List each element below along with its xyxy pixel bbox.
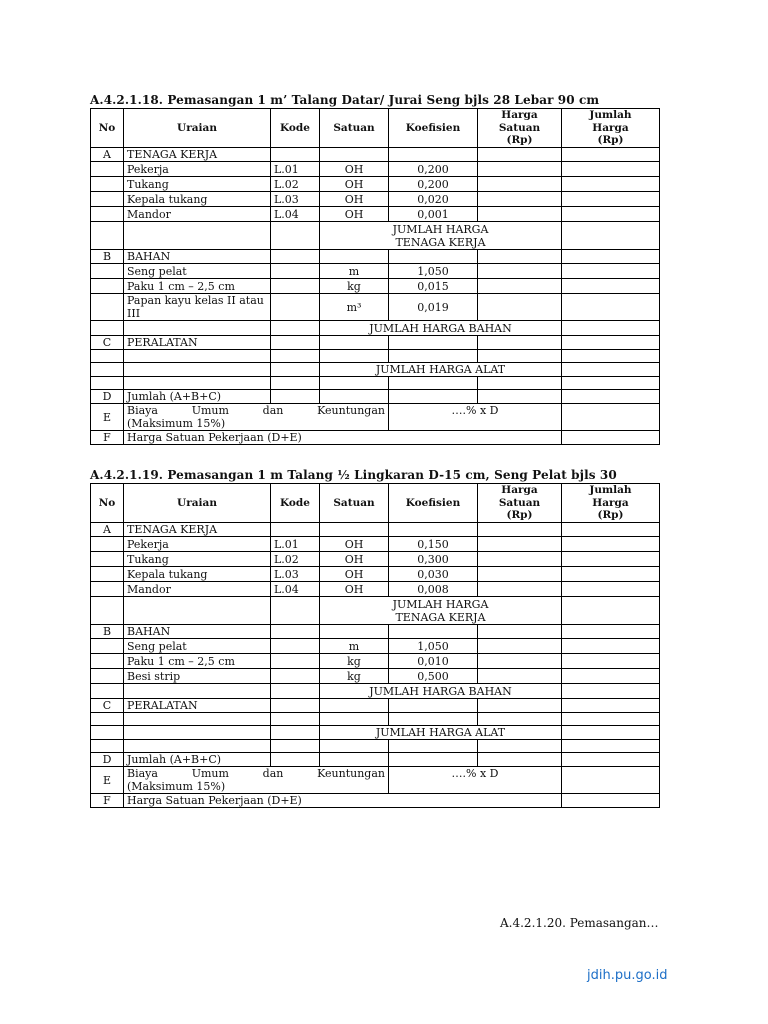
item-uraian: Papan kayu kelas II atau III [124, 294, 271, 321]
header-kode: Kode [271, 484, 320, 523]
subtotal-label: JUMLAH HARGA BAHAN [320, 684, 562, 699]
item-kode: L.02 [271, 177, 320, 192]
header-harga-satuan: Harga Satuan (Rp) [478, 484, 562, 523]
item-satuan: kg [320, 279, 389, 294]
group-label: A [91, 523, 124, 537]
item-kode: L.04 [271, 207, 320, 222]
row-f [91, 794, 660, 808]
row-f [91, 431, 660, 445]
subtotal-label: JUMLAH HARGA ALAT [320, 363, 562, 377]
site-link[interactable]: jdih.pu.go.id [587, 968, 668, 983]
header-koefisien: Koefisien [389, 109, 478, 148]
item-kode: L.03 [271, 192, 320, 207]
item-kode: L.01 [271, 537, 320, 552]
group-row-a [91, 148, 660, 162]
header-row [91, 484, 660, 523]
item-koefisien: 0,008 [389, 582, 478, 597]
row-text: Harga Satuan Pekerjaan (D+E) [124, 794, 562, 808]
table-row [91, 654, 660, 669]
table-row [91, 669, 660, 684]
item-uraian: Besi strip [124, 669, 271, 684]
item-satuan: OH [320, 207, 389, 222]
header-koefisien: Koefisien [389, 484, 478, 523]
group-label: B [91, 625, 124, 639]
item-satuan: m [320, 639, 389, 654]
row-text: Biaya Umum dan Keuntungan (Maksimum 15%) [124, 404, 389, 431]
group-row-b [91, 625, 660, 639]
item-uraian: Seng pelat [124, 639, 271, 654]
item-koefisien: 0,010 [389, 654, 478, 669]
table-row [91, 552, 660, 567]
subtotal-row-materials [91, 321, 660, 336]
group-label: C [91, 699, 124, 713]
item-uraian: Kepala tukang [124, 192, 271, 207]
table-row [91, 192, 660, 207]
item-kode [271, 264, 320, 279]
item-satuan: kg [320, 654, 389, 669]
next-section-reference: A.4.2.1.20. Pemasangan… [500, 916, 659, 930]
item-satuan: kg [320, 669, 389, 684]
item-kode [271, 654, 320, 669]
table-row [91, 582, 660, 597]
group-row-c [91, 336, 660, 350]
row-d [91, 753, 660, 767]
table-row [91, 713, 660, 726]
header-no: No [91, 109, 124, 148]
table-row [91, 162, 660, 177]
item-kode: L.04 [271, 582, 320, 597]
table-row [91, 377, 660, 390]
table-row [91, 279, 660, 294]
row-formula: ….% x D [389, 767, 562, 794]
header-uraian: Uraian [124, 109, 271, 148]
item-kode: L.01 [271, 162, 320, 177]
row-label: F [91, 431, 124, 445]
item-satuan: OH [320, 192, 389, 207]
subtotal-label: JUMLAH HARGA ALAT [320, 726, 562, 740]
group-title: BAHAN [124, 625, 271, 639]
table-row [91, 740, 660, 753]
item-uraian: Mandor [124, 207, 271, 222]
item-uraian: Tukang [124, 177, 271, 192]
table-row [91, 177, 660, 192]
subtotal-row-labor [91, 222, 660, 250]
row-label: F [91, 794, 124, 808]
item-koefisien: 0,030 [389, 567, 478, 582]
item-kode: L.02 [271, 552, 320, 567]
header-jumlah-harga: Jumlah Harga (Rp) [562, 109, 660, 148]
item-kode [271, 669, 320, 684]
item-kode: L.03 [271, 567, 320, 582]
table-row [91, 567, 660, 582]
header-satuan: Satuan [320, 109, 389, 148]
item-koefisien: 0,150 [389, 537, 478, 552]
item-kode [271, 294, 320, 321]
row-text: Harga Satuan Pekerjaan (D+E) [124, 431, 562, 445]
group-title: TENAGA KERJA [124, 523, 271, 537]
item-koefisien: 0,500 [389, 669, 478, 684]
item-satuan: OH [320, 177, 389, 192]
item-koefisien: 1,050 [389, 639, 478, 654]
group-label: C [91, 336, 124, 350]
group-label: B [91, 250, 124, 264]
item-koefisien: 0,200 [389, 177, 478, 192]
header-no: No [91, 484, 124, 523]
item-koefisien: 0,020 [389, 192, 478, 207]
row-label: D [91, 753, 124, 767]
item-koefisien: 1,050 [389, 264, 478, 279]
table-row [91, 294, 660, 321]
item-satuan: OH [320, 162, 389, 177]
group-label: A [91, 148, 124, 162]
row-text: Jumlah (A+B+C) [124, 753, 271, 767]
subtotal-row-labor [91, 597, 660, 625]
item-satuan: OH [320, 567, 389, 582]
item-uraian: Paku 1 cm – 2,5 cm [124, 654, 271, 669]
subtotal-row-tools [91, 363, 660, 377]
item-kode [271, 279, 320, 294]
item-uraian: Pekerja [124, 537, 271, 552]
item-uraian: Tukang [124, 552, 271, 567]
section-a-4-2-1-18 [90, 92, 659, 445]
header-kode: Kode [271, 109, 320, 148]
row-text: Biaya Umum dan Keuntungan (Maksimum 15%) [124, 767, 389, 794]
header-row [91, 109, 660, 148]
item-uraian: Kepala tukang [124, 567, 271, 582]
item-satuan: m³ [320, 294, 389, 321]
subtotal-row-materials [91, 684, 660, 699]
group-title: TENAGA KERJA [124, 148, 271, 162]
item-satuan: m [320, 264, 389, 279]
item-koefisien: 0,200 [389, 162, 478, 177]
section-title: A.4.2.1.19. Pemasangan 1 m Talang ½ Lingkaran D-15 cm, Seng Pelat bjls 30 [90, 468, 617, 482]
table-row [91, 350, 660, 363]
item-uraian: Pekerja [124, 162, 271, 177]
group-row-a [91, 523, 660, 537]
header-harga-satuan: Harga Satuan (Rp) [478, 109, 562, 148]
group-title: PERALATAN [124, 336, 271, 350]
header-uraian: Uraian [124, 484, 271, 523]
subtotal-label: JUMLAH HARGA TENAGA KERJA [320, 597, 562, 625]
table-row [91, 537, 660, 552]
row-label: D [91, 390, 124, 404]
group-row-c [91, 699, 660, 713]
group-title: PERALATAN [124, 699, 271, 713]
header-jumlah-harga: Jumlah Harga (Rp) [562, 484, 660, 523]
subtotal-row-tools [91, 726, 660, 740]
item-kode [271, 639, 320, 654]
row-d [91, 390, 660, 404]
subtotal-label: JUMLAH HARGA TENAGA KERJA [320, 222, 562, 250]
table-row [91, 207, 660, 222]
item-uraian: Mandor [124, 582, 271, 597]
group-title: BAHAN [124, 250, 271, 264]
group-row-b [91, 250, 660, 264]
row-label: E [91, 404, 124, 431]
item-koefisien: 0,001 [389, 207, 478, 222]
item-koefisien: 0,015 [389, 279, 478, 294]
header-satuan: Satuan [320, 484, 389, 523]
item-koefisien: 0,300 [389, 552, 478, 567]
item-satuan: OH [320, 582, 389, 597]
subtotal-label: JUMLAH HARGA BAHAN [320, 321, 562, 336]
section-title: A.4.2.1.18. Pemasangan 1 m’ Talang Datar/ Jurai Seng bjls 28 Lebar 90 cm [90, 93, 600, 107]
row-formula: ….% x D [389, 404, 562, 431]
table-row [91, 639, 660, 654]
item-satuan: OH [320, 537, 389, 552]
item-uraian: Seng pelat [124, 264, 271, 279]
item-satuan: OH [320, 552, 389, 567]
row-text: Jumlah (A+B+C) [124, 390, 271, 404]
ahsp-table [90, 108, 660, 445]
item-uraian: Paku 1 cm – 2,5 cm [124, 279, 271, 294]
item-koefisien: 0,019 [389, 294, 478, 321]
ahsp-table [90, 483, 660, 808]
row-e [91, 404, 660, 431]
row-e [91, 767, 660, 794]
row-label: E [91, 767, 124, 794]
section-a-4-2-1-19 [90, 467, 659, 808]
table-row [91, 264, 660, 279]
